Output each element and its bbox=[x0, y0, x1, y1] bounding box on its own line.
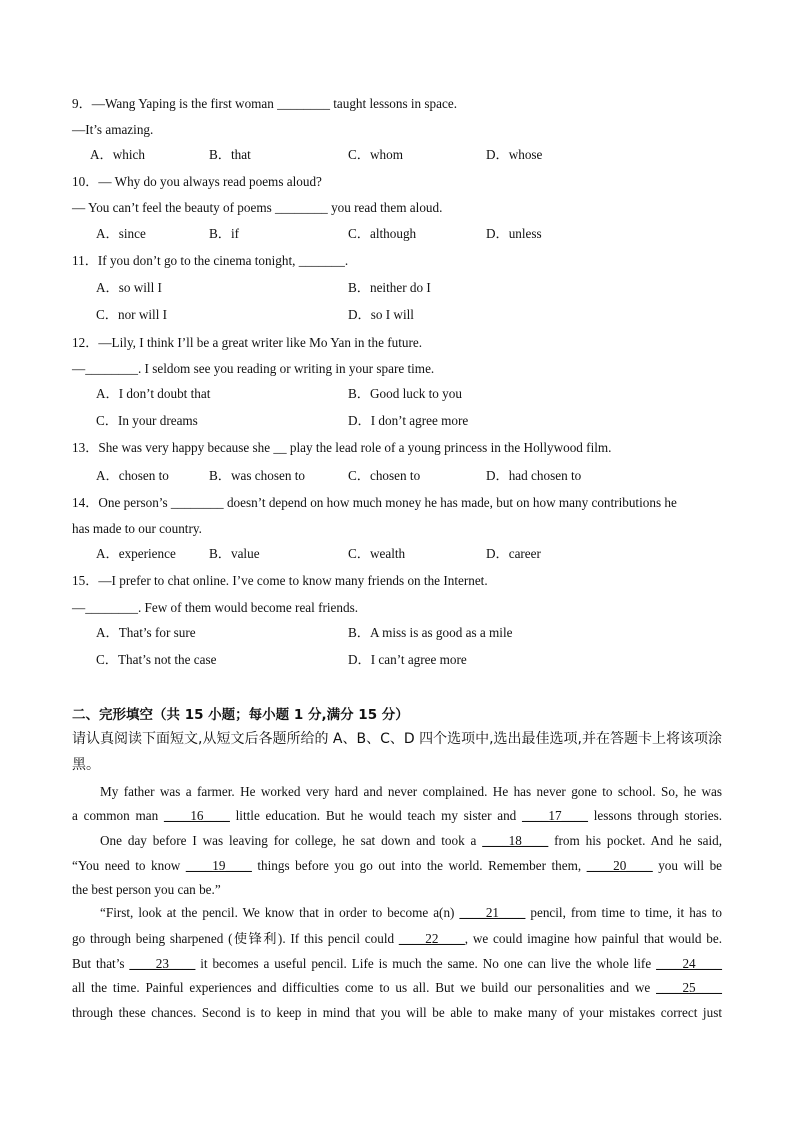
passage-text: lessons through stories. bbox=[593, 808, 723, 823]
q11-option-b: B．neither do I bbox=[348, 280, 431, 295]
q10-option-d: D．unless bbox=[486, 226, 542, 241]
passage-line: My father was a farmer. He worked very hard and never complained. He has never gone to school. So, he was bbox=[100, 784, 722, 799]
q10-reply: — You can’t feel the beauty of poems ________ you read them aloud. bbox=[72, 200, 443, 215]
q9-reply: —It’s amazing. bbox=[72, 122, 154, 137]
q13-option-c: C．chosen to bbox=[348, 468, 421, 483]
passage-text: it becomes a useful pencil. Life is much the same. No one can live the whole life bbox=[200, 956, 652, 971]
q14-option-b: B．value bbox=[209, 546, 260, 561]
q10-option-b: B．if bbox=[209, 226, 240, 241]
section-instruction-line1: 请认真阅读下面短文,从短文后各题所给的 A、B、C、D 四个选项中,选出最佳选项,并在答题卡上将该项涂 bbox=[72, 731, 722, 747]
passage-text: little education. But he would teach my sister and bbox=[235, 808, 517, 823]
passage-text: a common man bbox=[72, 808, 159, 823]
q13-option-a: A．chosen to bbox=[96, 468, 169, 483]
blank-19: ____19____ bbox=[185, 858, 252, 873]
blank-21: ____21____ bbox=[459, 905, 526, 920]
q10-option-c: C．although bbox=[348, 226, 417, 241]
q11-option-c: C．nor will I bbox=[96, 307, 168, 322]
passage-text: pencil, from time to time, it has to bbox=[530, 905, 723, 920]
passage-text: “First, look at the pencil. We know that in order to become a(n) bbox=[100, 905, 455, 920]
q15-reply: —________. Few of them would become real friends. bbox=[72, 600, 359, 615]
passage-text: But that’s bbox=[72, 956, 125, 971]
passage-text: from his pocket. And he said, bbox=[554, 833, 722, 848]
q11-option-d: D．so I will bbox=[348, 307, 414, 322]
passage-text: go through being sharpened (使锋利). If this pencil could bbox=[72, 931, 395, 946]
q15-option-a: A．That’s for sure bbox=[96, 625, 196, 640]
passage-text: “You need to know bbox=[72, 858, 181, 873]
q14-option-d: D．career bbox=[486, 546, 541, 561]
passage-line: through these chances. Second is to keep in mind that you will be able to make many of your mistakes correct just bbox=[72, 1005, 722, 1020]
q12-option-b: B．Good luck to you bbox=[348, 386, 462, 401]
passage-line bbox=[72, 979, 722, 997]
passage-line: the best person you can be.” bbox=[72, 882, 221, 897]
passage-text: you will be bbox=[658, 858, 723, 873]
blank-25: ____25____ bbox=[656, 980, 722, 995]
blank-17: ____17____ bbox=[522, 808, 588, 823]
blank-24: ____24____ bbox=[656, 956, 723, 971]
q12-reply: —________. I seldom see you reading or writing in your spare time. bbox=[72, 361, 435, 376]
q15-option-b: B．A miss is as good as a mile bbox=[348, 625, 513, 640]
q14-option-c: C．wealth bbox=[348, 546, 406, 561]
q10-option-a: A．since bbox=[96, 226, 146, 241]
passage-text: things before you go out into the world. Remember them, bbox=[257, 858, 582, 873]
q15-option-c: C．That’s not the case bbox=[96, 652, 217, 667]
q9-option-a: A．which bbox=[90, 147, 145, 162]
q14-stem-line1: 14．One person’s ________ doesn’t depend on how much money he has made, but on how many contributions he bbox=[72, 495, 677, 510]
q9-option-b: B．that bbox=[209, 147, 251, 162]
q12-option-d: D．I don’t agree more bbox=[348, 413, 469, 428]
q12-option-a: A．I don’t doubt that bbox=[96, 386, 211, 401]
blank-16: ____16____ bbox=[163, 808, 230, 823]
passage-line bbox=[72, 955, 722, 973]
blank-18: ____18____ bbox=[482, 833, 549, 848]
q13-stem: 13．She was very happy because she __ play the lead role of a young princess in the Hollywood film. bbox=[72, 440, 612, 455]
q9-option-d: D．whose bbox=[486, 147, 543, 162]
q14-stem-line2: has made to our country. bbox=[72, 521, 202, 536]
passage-line bbox=[100, 832, 722, 850]
blank-23: ____23____ bbox=[129, 956, 196, 971]
passage-text: One day before I was leaving for college, he sat down and took a bbox=[100, 833, 477, 848]
q14-option-a: A．experience bbox=[96, 546, 176, 561]
passage-text: , we could imagine how painful that would be. bbox=[464, 931, 722, 946]
passage-line bbox=[72, 857, 722, 875]
q11-stem: 11．If you don’t go to the cinema tonight, _______. bbox=[72, 253, 349, 268]
section-instruction-line2: 黑。 bbox=[72, 757, 100, 773]
q12-stem: 12．—Lily, I think I’ll be a great writer like Mo Yan in the future. bbox=[72, 335, 423, 350]
q12-option-c: C．In your dreams bbox=[96, 413, 198, 428]
q15-stem: 15．—I prefer to chat online. I’ve come to know many friends on the Internet. bbox=[72, 573, 488, 588]
q11-option-a: A．so will I bbox=[96, 280, 162, 295]
q10-stem: 10．— Why do you always read poems aloud? bbox=[72, 174, 322, 189]
passage-line bbox=[72, 930, 722, 948]
q9-option-c: C．whom bbox=[348, 147, 403, 162]
q9-stem: 9．—Wang Yaping is the first woman ________ taught lessons in space. bbox=[72, 96, 458, 111]
passage-line bbox=[72, 807, 722, 825]
q13-option-d: D．had chosen to bbox=[486, 468, 582, 483]
blank-20: ____20____ bbox=[586, 858, 653, 873]
q13-option-b: B．was chosen to bbox=[209, 468, 305, 483]
section-heading: 二、完形填空（共 15 小题；每小题 1 分,满分 15 分） bbox=[72, 707, 409, 723]
passage-line bbox=[100, 904, 722, 922]
passage-text: all the time. Painful experiences and difficulties come to us all. But we build our personalities and we bbox=[72, 980, 651, 995]
q15-option-d: D．I can’t agree more bbox=[348, 652, 467, 667]
blank-22: ____22____ bbox=[398, 931, 465, 946]
